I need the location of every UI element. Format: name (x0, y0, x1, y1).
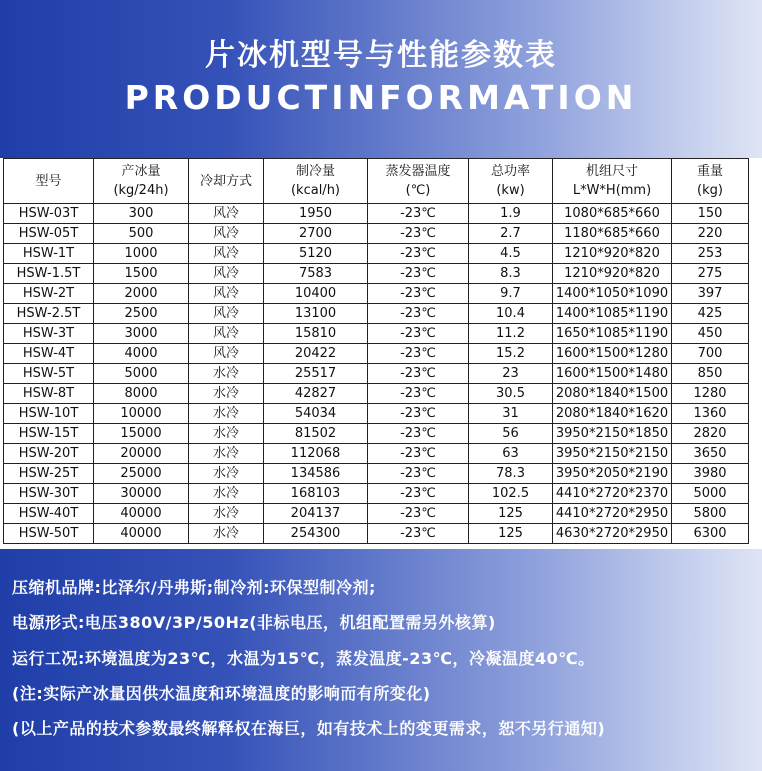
column-header-unit: (℃) (405, 183, 431, 198)
table-cell: 1.9 (469, 204, 553, 224)
table-cell: 2080*1840*1620 (553, 404, 672, 424)
table-cell: 450 (672, 324, 749, 344)
table-row (4, 324, 749, 344)
table-row (4, 304, 749, 324)
table-cell: 56 (469, 424, 553, 444)
table-cell: HSW-15T (4, 424, 94, 444)
table-cell: 54034 (264, 404, 368, 424)
table-cell: 30.5 (469, 384, 553, 404)
page-subtitle: PRODUCTINFORMATION (124, 78, 638, 117)
note-remark: (注:实际产冰量因供水温度和环境温度的影响而有所变化) (12, 684, 431, 703)
table-cell: 15.2 (469, 344, 553, 364)
note-power: 电源形式:电压380V/3P/50Hz(非标电压，机组配置需另外核算) (12, 613, 496, 632)
header-banner (0, 0, 762, 158)
table-cell: 78.3 (469, 464, 553, 484)
table-cell: 风冷 (189, 204, 264, 224)
table-cell: 水冷 (189, 504, 264, 524)
table-cell: HSW-2.5T (4, 304, 94, 324)
table-cell: 40000 (94, 524, 189, 544)
table-cell: 30000 (94, 484, 189, 504)
column-header (368, 159, 469, 204)
table-cell: 4410*2720*2370 (553, 484, 672, 504)
table-cell: 8.3 (469, 264, 553, 284)
table-row (4, 284, 749, 304)
table-cell: 3980 (672, 464, 749, 484)
table-cell: 9.7 (469, 284, 553, 304)
table-cell: 125 (469, 524, 553, 544)
table-cell: 1000 (94, 244, 189, 264)
table-cell: -23℃ (368, 484, 469, 504)
spec-table-container (0, 158, 762, 549)
table-header-row (4, 159, 749, 204)
column-header-unit: (kg) (697, 183, 723, 198)
table-row (4, 384, 749, 404)
table-cell: 42827 (264, 384, 368, 404)
table-cell: 1650*1085*1190 (553, 324, 672, 344)
table-cell: 8000 (94, 384, 189, 404)
table-cell: -23℃ (368, 344, 469, 364)
table-cell: 2820 (672, 424, 749, 444)
table-row (4, 344, 749, 364)
table-cell: 水冷 (189, 364, 264, 384)
table-cell: 水冷 (189, 524, 264, 544)
table-cell: HSW-5T (4, 364, 94, 384)
table-cell: 102.5 (469, 484, 553, 504)
table-cell: 3950*2150*2150 (553, 444, 672, 464)
table-cell: HSW-05T (4, 224, 94, 244)
table-cell: 4630*2720*2950 (553, 524, 672, 544)
table-cell: 3650 (672, 444, 749, 464)
column-header-title: 蒸发器温度 (385, 164, 451, 179)
table-cell: HSW-8T (4, 384, 94, 404)
table-cell: 25517 (264, 364, 368, 384)
table-cell: 6300 (672, 524, 749, 544)
table-cell: 850 (672, 364, 749, 384)
table-cell: 1360 (672, 404, 749, 424)
table-cell: 10400 (264, 284, 368, 304)
table-cell: 水冷 (189, 464, 264, 484)
table-cell: 3950*2050*2190 (553, 464, 672, 484)
table-cell: 2080*1840*1500 (553, 384, 672, 404)
table-cell: 2500 (94, 304, 189, 324)
column-header (672, 159, 749, 204)
table-cell: -23℃ (368, 424, 469, 444)
table-cell: 1500 (94, 264, 189, 284)
note-compressor: 压缩机品牌:比泽尔/丹弗斯;制冷剂:环保型制冷剂; (12, 578, 376, 597)
column-header-title: 产冰量 (121, 164, 161, 179)
table-cell: 风冷 (189, 264, 264, 284)
table-cell: 1080*685*660 (553, 204, 672, 224)
table-cell: 水冷 (189, 424, 264, 444)
table-cell: 1400*1050*1090 (553, 284, 672, 304)
table-cell: 5120 (264, 244, 368, 264)
table-row (4, 504, 749, 524)
table-cell: 1210*920*820 (553, 264, 672, 284)
table-cell: 1600*1500*1480 (553, 364, 672, 384)
table-cell: 4.5 (469, 244, 553, 264)
table-cell: -23℃ (368, 224, 469, 244)
table-row (4, 224, 749, 244)
table-cell: -23℃ (368, 244, 469, 264)
table-cell: 2.7 (469, 224, 553, 244)
table-cell: 4410*2720*2950 (553, 504, 672, 524)
table-cell: 4000 (94, 344, 189, 364)
table-cell: 40000 (94, 504, 189, 524)
table-row (4, 484, 749, 504)
table-row (4, 244, 749, 264)
table-cell: -23℃ (368, 504, 469, 524)
table-cell: 风冷 (189, 324, 264, 344)
table-cell: 500 (94, 224, 189, 244)
table-cell: 10000 (94, 404, 189, 424)
table-cell: 397 (672, 284, 749, 304)
table-cell: 5000 (672, 484, 749, 504)
table-cell: 31 (469, 404, 553, 424)
table-cell: 水冷 (189, 404, 264, 424)
column-header-title: 总功率 (490, 164, 530, 179)
table-cell: -23℃ (368, 264, 469, 284)
table-cell: 1210*920*820 (553, 244, 672, 264)
table-cell: 275 (672, 264, 749, 284)
table-cell: 11.2 (469, 324, 553, 344)
table-cell: 23 (469, 364, 553, 384)
table-cell: 204137 (264, 504, 368, 524)
table-cell: 风冷 (189, 344, 264, 364)
table-row (4, 464, 749, 484)
page-title: 片冰机型号与性能参数表 (205, 38, 557, 73)
note-disclaimer: (以上产品的技术参数最终解释权在海巨，如有技术上的变更需求，恕不另行通知) (12, 719, 606, 738)
spec-table (3, 158, 749, 544)
table-cell: HSW-1T (4, 244, 94, 264)
note-conditions: 运行工况:环境温度为23℃，水温为15℃，蒸发温度-23℃，冷凝温度40℃。 (12, 649, 595, 668)
column-header (553, 159, 672, 204)
table-cell: 水冷 (189, 444, 264, 464)
column-header-unit: L*W*H(mm) (572, 183, 652, 198)
table-cell: 700 (672, 344, 749, 364)
table-cell: 25000 (94, 464, 189, 484)
table-cell: 1950 (264, 204, 368, 224)
table-cell: 1180*685*660 (553, 224, 672, 244)
column-header-title: 机组尺寸 (585, 164, 638, 179)
table-cell: 220 (672, 224, 749, 244)
table-cell: HSW-10T (4, 404, 94, 424)
table-cell: 20000 (94, 444, 189, 464)
table-row (4, 524, 749, 544)
column-header (189, 159, 264, 204)
table-cell: 水冷 (189, 484, 264, 504)
table-cell: -23℃ (368, 464, 469, 484)
table-cell: HSW-20T (4, 444, 94, 464)
table-cell: 风冷 (189, 284, 264, 304)
table-cell: 150 (672, 204, 749, 224)
table-cell: HSW-2T (4, 284, 94, 304)
column-header-unit: (kg/24h) (113, 183, 169, 198)
table-row (4, 204, 749, 224)
table-cell: -23℃ (368, 204, 469, 224)
table-cell: -23℃ (368, 384, 469, 404)
column-header (469, 159, 553, 204)
table-row (4, 264, 749, 284)
table-cell: 81502 (264, 424, 368, 444)
table-row (4, 364, 749, 384)
table-cell: -23℃ (368, 324, 469, 344)
column-header-unit: (kw) (496, 183, 525, 198)
table-cell: 15000 (94, 424, 189, 444)
table-cell: 425 (672, 304, 749, 324)
table-cell: 2000 (94, 284, 189, 304)
column-header-unit: (kcal/h) (290, 183, 341, 198)
table-cell: HSW-50T (4, 524, 94, 544)
table-cell: 风冷 (189, 224, 264, 244)
table-row (4, 444, 749, 464)
table-cell: -23℃ (368, 444, 469, 464)
table-cell: 300 (94, 204, 189, 224)
table-cell: -23℃ (368, 304, 469, 324)
table-cell: -23℃ (368, 284, 469, 304)
table-cell: 1400*1085*1190 (553, 304, 672, 324)
table-cell: 168103 (264, 484, 368, 504)
table-body (4, 204, 749, 544)
column-header-title: 冷却方式 (199, 173, 252, 189)
column-header-title: 型号 (35, 173, 62, 189)
table-cell: 2700 (264, 224, 368, 244)
column-header (264, 159, 368, 204)
table-cell: -23℃ (368, 524, 469, 544)
table-cell: -23℃ (368, 364, 469, 384)
table-cell: 1280 (672, 384, 749, 404)
table-cell: 3000 (94, 324, 189, 344)
table-cell: 254300 (264, 524, 368, 544)
table-cell: -23℃ (368, 404, 469, 424)
column-header (4, 159, 94, 204)
column-header-title: 制冷量 (295, 164, 335, 179)
table-cell: HSW-25T (4, 464, 94, 484)
table-cell: 5800 (672, 504, 749, 524)
table-cell: 15810 (264, 324, 368, 344)
table-cell: 13100 (264, 304, 368, 324)
column-header (94, 159, 189, 204)
table-cell: 20422 (264, 344, 368, 364)
table-cell: 125 (469, 504, 553, 524)
notes-section (0, 549, 762, 771)
table-cell: HSW-03T (4, 204, 94, 224)
table-cell: 112068 (264, 444, 368, 464)
table-cell: HSW-1.5T (4, 264, 94, 284)
table-cell: 3950*2150*1850 (553, 424, 672, 444)
table-cell: 134586 (264, 464, 368, 484)
table-cell: 7583 (264, 264, 368, 284)
table-cell: 风冷 (189, 244, 264, 264)
table-cell: HSW-3T (4, 324, 94, 344)
table-cell: 5000 (94, 364, 189, 384)
table-cell: 水冷 (189, 384, 264, 404)
table-cell: 风冷 (189, 304, 264, 324)
table-row (4, 424, 749, 444)
table-cell: HSW-40T (4, 504, 94, 524)
table-cell: HSW-30T (4, 484, 94, 504)
table-row (4, 404, 749, 424)
table-cell: 253 (672, 244, 749, 264)
table-cell: 10.4 (469, 304, 553, 324)
table-cell: 1600*1500*1280 (553, 344, 672, 364)
table-cell: 63 (469, 444, 553, 464)
table-cell: HSW-4T (4, 344, 94, 364)
column-header-title: 重量 (696, 164, 723, 179)
